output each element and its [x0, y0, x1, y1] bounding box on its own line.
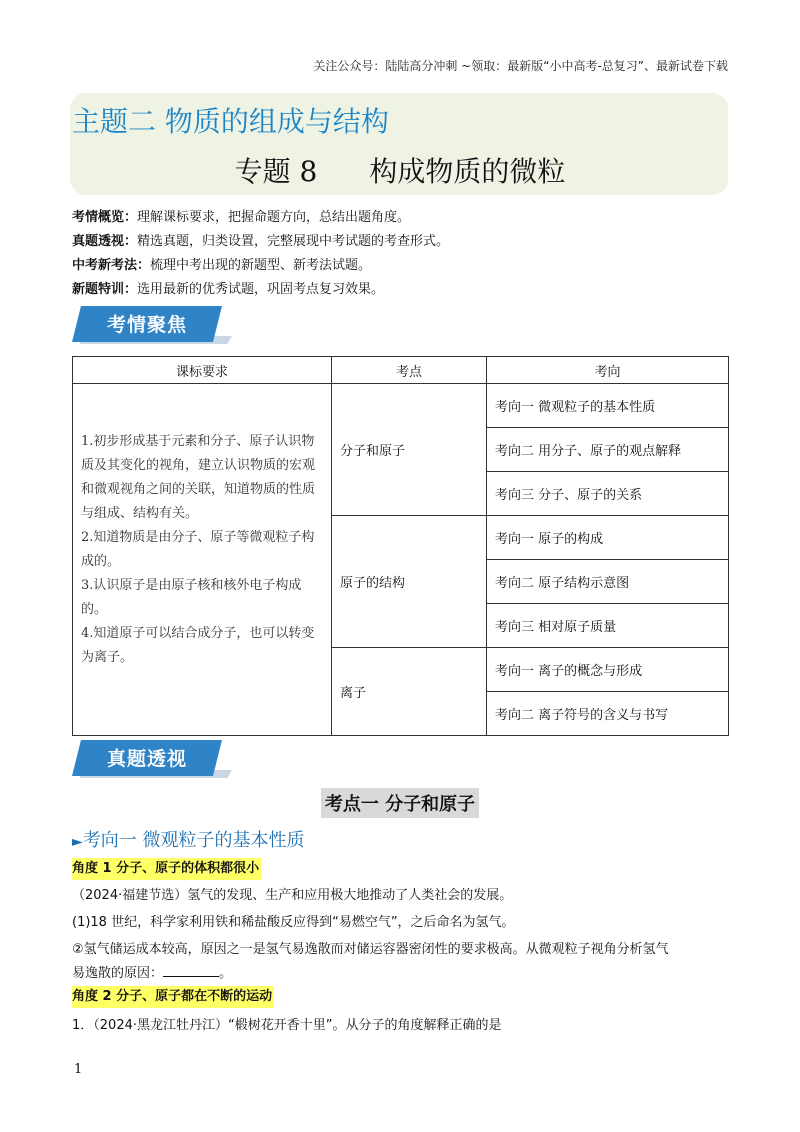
direction-heading	[72, 826, 305, 852]
angle-heading: 角度 2 分子、原子都在不断的运动	[72, 986, 274, 1008]
intro-line	[72, 278, 384, 297]
question-fragment: 易逸散的原因：	[72, 966, 164, 981]
point-cell: 离子	[332, 648, 487, 736]
direction-cell: 考向二 原子结构示意图	[487, 560, 729, 604]
kaodian-heading	[0, 788, 800, 818]
page-number: 1	[74, 1062, 83, 1077]
point-cell: 分子和原子	[332, 384, 487, 516]
topic-name: 构成物质的微粒	[369, 155, 566, 188]
section-tag-label: 考情聚焦	[106, 314, 187, 336]
intro-line	[72, 230, 449, 249]
topic-title	[0, 150, 800, 190]
topic-number: 专题 8	[234, 155, 318, 188]
direction-cell: 考向二 离子符号的含义与书写	[487, 692, 729, 736]
direction-label: 考向一 微观粒子的基本性质	[82, 830, 305, 851]
requirement-item: 1.初步形成基于元素和分子、原子认识物质及其变化的视角，建立认识物质的宏观和微观视角之间的关联，知道物质的性质与组成、结构有关。	[81, 434, 316, 521]
question-fragment: 。	[219, 966, 233, 981]
intro-line	[72, 254, 371, 273]
question-text	[72, 962, 232, 981]
direction-cell: 考向一 原子的构成	[487, 516, 729, 560]
header-note: 关注公众号：陆陆高分冲刺 ~领取：最新版“小中高考-总复习”、最新试卷下载	[313, 59, 728, 73]
triangle-right-icon: ►	[72, 834, 83, 850]
kaodian-label: 考点一 分子和原子	[321, 788, 479, 818]
curriculum-requirements	[73, 384, 332, 736]
direction-cell: 考向一 离子的概念与形成	[487, 648, 729, 692]
section-tag-focus	[72, 306, 228, 344]
section-tag-label: 真题透视	[106, 748, 187, 770]
table-header: 考向	[487, 357, 729, 384]
angle-heading: 角度 1 分子、原子的体积都很小	[72, 858, 261, 880]
question-text: （2024·福建节选）氢气的发现、生产和应用极大地推动了人类社会的发展。	[72, 888, 513, 903]
table-row	[73, 384, 729, 428]
requirement-item: 4.知道原子可以结合成分子，也可以转变为离子。	[81, 626, 315, 665]
question-text: 1．（2024·黑龙江牡丹江）“椴树花开香十里”。从分子的角度解释正确的是	[72, 1018, 502, 1033]
theme-title: 主题二 物质的组成与结构	[72, 105, 389, 138]
intro-text: 选用最新的优秀试题，巩固考点复习效果。	[137, 282, 385, 297]
intro-text: 梳理中考出现的新题型、新考法试题。	[150, 258, 372, 273]
table-header: 考点	[332, 357, 487, 384]
intro-line	[72, 206, 410, 225]
direction-cell: 考向二 用分子、原子的观点解释	[487, 428, 729, 472]
table-header: 课标要求	[73, 357, 332, 384]
question-text: (1)18 世纪，科学家利用铁和稀盐酸反应得到“易燃空气”，之后命名为氢气。	[72, 915, 515, 930]
requirement-item: 2.知道物质是由分子、原子等微观粒子构成的。	[81, 530, 315, 569]
requirement-item: 3.认识原子是由原子核和核外电子构成的。	[81, 578, 302, 617]
intro-label: 新题特训：	[72, 282, 138, 297]
intro-label: 考情概览：	[72, 210, 138, 225]
table-header-row	[73, 357, 729, 384]
section-tag-real	[72, 740, 228, 778]
intro-label: 中考新考法：	[72, 258, 151, 273]
intro-text: 理解课标要求，把握命题方向，总结出题角度。	[137, 210, 411, 225]
direction-cell: 考向三 分子、原子的关系	[487, 472, 729, 516]
answer-blank[interactable]	[163, 964, 219, 977]
intro-text: 精选真题，归类设置，完整展现中考试题的考查形式。	[137, 234, 450, 249]
point-cell: 原子的结构	[332, 516, 487, 648]
direction-cell: 考向一 微观粒子的基本性质	[487, 384, 729, 428]
exam-overview-table	[72, 356, 729, 736]
question-text: ②氢气储运成本较高，原因之一是氢气易逸散而对储运容器密闭性的要求极高。从微观粒子视角分析氢气	[72, 942, 669, 957]
direction-cell: 考向三 相对原子质量	[487, 604, 729, 648]
intro-label: 真题透视：	[72, 234, 138, 249]
